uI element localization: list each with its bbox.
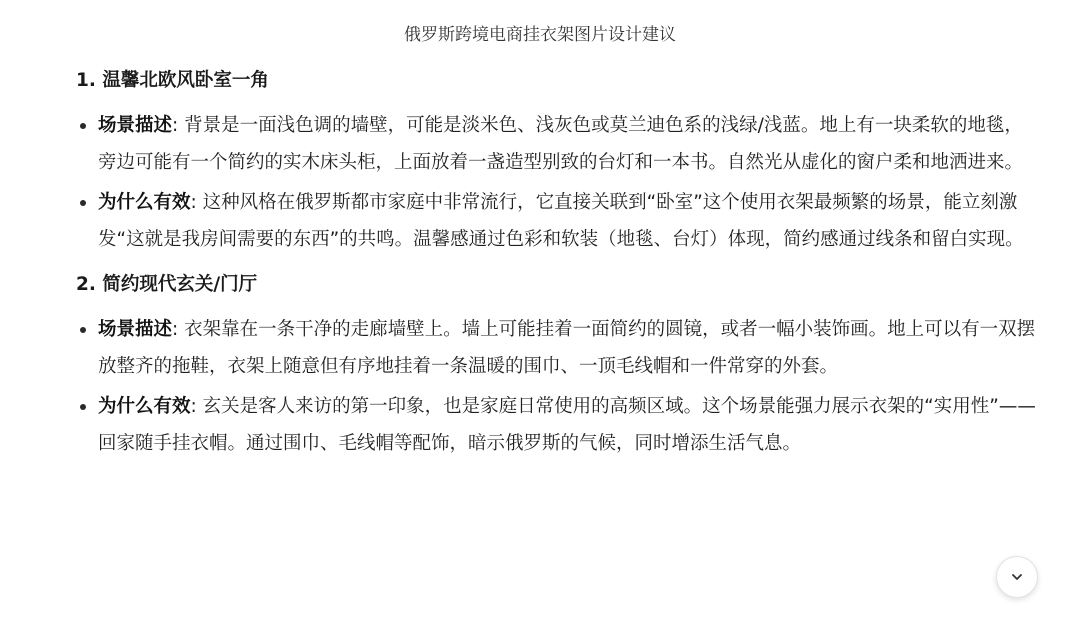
bullet-text: 背景是一面浅色调的墙壁，可能是淡米色、浅灰色或莫兰迪色系的浅绿/浅蓝。地上有一块柔软的地毯，旁边可能有一个简约的实木床头柜，上面放着一盏造型别致的台灯和一本书。自然光从虚化的窗户柔和地洒进来。	[98, 115, 1024, 173]
bullet-dot-icon	[80, 404, 86, 410]
bullet-text: 玄关是客人来访的第一印象，也是家庭日常使用的高频区域。这个场景能强力展示衣架的“实用性”——回家随手挂衣帽。通过围巾、毛线帽等配饰，暗示俄罗斯的气候，同时增添生活气息。	[98, 396, 1036, 454]
bullet-dot-icon	[80, 327, 86, 333]
bullet-separator: :	[172, 115, 185, 136]
page-title: 俄罗斯跨境电商挂衣架图片设计建议	[404, 25, 676, 45]
bullet-label: 为什么有效	[98, 396, 191, 417]
section-heading-1: 1. 温馨北欧风卧室一角	[76, 70, 269, 91]
bullet-separator: :	[190, 192, 203, 213]
section-2-list	[76, 312, 1036, 462]
bullet-label: 场景描述	[98, 319, 173, 340]
section-heading-2: 2. 简约现代玄关/门厅	[76, 274, 258, 295]
bullet-separator: :	[190, 396, 203, 417]
bullet-dot-icon	[80, 200, 86, 206]
bullet-label: 场景描述	[98, 115, 173, 136]
bullet-separator: :	[172, 319, 185, 340]
bullet-text: 这种风格在俄罗斯都市家庭中非常流行，它直接关联到“卧室”这个使用衣架最频繁的场景，能立刻激发“这就是我房间需要的东西”的共鸣。温馨感通过色彩和软装（地毯、台灯）体现，简约感通过线条和留白实现。	[98, 192, 1024, 250]
bullet-dot-icon	[80, 123, 86, 129]
chevron-down-icon	[1009, 569, 1025, 585]
scroll-down-button[interactable]	[996, 556, 1038, 598]
list-item	[76, 185, 1036, 258]
section-1-list	[76, 108, 1036, 258]
list-item	[76, 389, 1036, 462]
bullet-label: 为什么有效	[98, 192, 191, 213]
list-item	[76, 312, 1036, 385]
bullet-text: 衣架靠在一条干净的走廊墙壁上。墙上可能挂着一面简约的圆镜，或者一幅小装饰画。地上可以有一双摆放整齐的拖鞋，衣架上随意但有序地挂着一条温暖的围巾、一顶毛线帽和一件常穿的外套。	[98, 319, 1036, 377]
content-area	[76, 64, 1036, 466]
list-item	[76, 108, 1036, 181]
